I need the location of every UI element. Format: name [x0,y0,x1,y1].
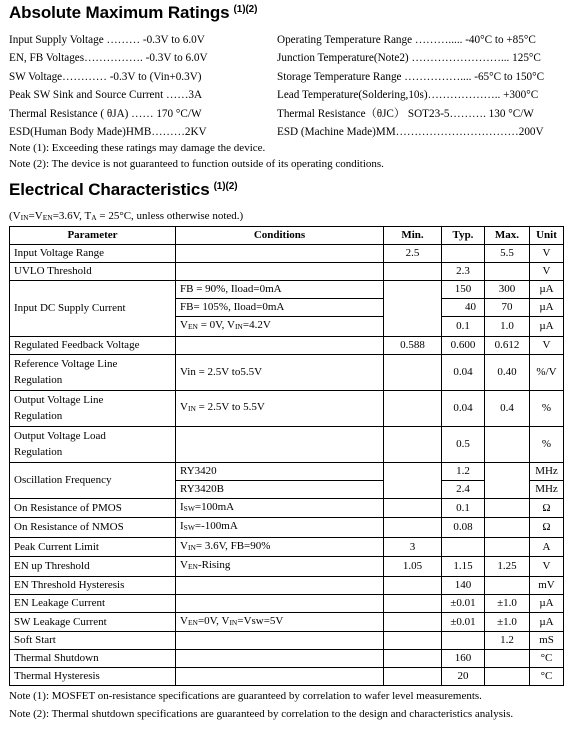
max [485,576,530,594]
param [10,390,176,426]
max [485,426,530,462]
table-row [10,263,564,281]
typ: 140 [442,576,485,594]
typ: 0.04 [442,354,485,390]
cond-v: V [180,400,188,413]
table-row [10,426,564,462]
param: Peak Current Limit [10,537,176,557]
min: 0.588 [384,336,442,354]
typ: 2.3 [442,263,485,281]
unit: MHz [530,480,564,498]
cond-rest: =100mA [194,500,235,513]
param: Input Voltage Range [10,245,176,263]
cond-end: =4.2V [242,319,271,331]
param: EN up Threshold [10,557,176,577]
amr-row [9,49,565,67]
min [384,668,442,686]
typ [442,245,485,263]
typ [442,537,485,557]
param: EN Threshold Hysteresis [10,576,176,594]
header-unit: Unit [530,227,564,245]
unit: mS [530,632,564,650]
amr-note-2: Note (2): The device is not guaranteed to function outside of its operating conditions. [9,158,384,170]
amr-row [9,123,565,141]
table-row [10,668,564,686]
amr-left: Thermal Resistance ( θJA) …… 170 °C/W [9,107,202,120]
cond-sub: SW [183,503,195,513]
amr-row [9,68,565,86]
param-line: Output Voltage Load [14,429,106,442]
cond [176,650,384,668]
amr-right: Storage Temperature Range …………….... -65°C to 150°C [277,70,545,83]
table-row [10,390,564,426]
header-typ: Typ. [442,227,485,245]
cond [176,426,384,462]
min: 3 [384,537,442,557]
max [485,498,530,518]
param: Thermal Hysteresis [10,668,176,686]
cond [176,263,384,281]
typ: 0.08 [442,518,485,538]
cond-prefix: (V [9,210,21,222]
ec-conditions [9,210,243,222]
table-row [10,245,564,263]
typ: 0.1 [442,317,485,337]
max: 300 [485,281,530,299]
cond-mid: =3.6V, T [52,210,92,222]
min [384,263,442,281]
unit: MHz [530,462,564,480]
cond-en: EN [42,213,53,222]
min [384,632,442,650]
cond-eq: =V [28,210,43,222]
cond-mid: =0V, V [197,614,230,627]
max: 0.4 [485,390,530,426]
cond [176,557,384,577]
cond [176,498,384,518]
cond-a: A [91,213,97,222]
cond-rest: = 2.5V to 5.5V [195,400,265,413]
ec-title-sup: (1)(2) [213,181,238,192]
table-row [10,354,564,390]
max: ±1.0 [485,612,530,632]
min [384,612,442,632]
cond [176,612,384,632]
table-row [10,576,564,594]
unit: µA [530,281,564,299]
cond-sub: IN [234,322,243,331]
unit: Ω [530,518,564,538]
param: UVLO Threshold [10,263,176,281]
table-row [10,537,564,557]
max: 5.5 [485,245,530,263]
min [384,650,442,668]
unit: µA [530,299,564,317]
unit: A [530,537,564,557]
typ: ±0.01 [442,612,485,632]
unit: Ω [530,498,564,518]
cond [176,537,384,557]
unit: V [530,263,564,281]
amr-right: Operating Temperature Range ………..... -40°C to +85°C [277,34,536,46]
param [10,426,176,462]
max [485,518,530,538]
cond-sub: EN [187,562,198,571]
min [384,462,442,498]
table-row [10,462,564,480]
min [384,498,442,518]
unit: °C [530,668,564,686]
unit: °C [530,650,564,668]
typ: 40 [442,299,485,317]
amr-right: Junction Temperature(Note2) ……………………... 125°C [277,52,541,65]
cond-sub: EN [187,322,198,331]
min [384,576,442,594]
cond-sub: IN [229,617,238,627]
max: 70 [485,299,530,317]
max: 1.2 [485,632,530,650]
cond [176,668,384,686]
unit: V [530,245,564,263]
cond [176,336,384,354]
cond-rest: =Vsw=5V [237,614,284,627]
unit: V [530,336,564,354]
table-header [10,227,564,245]
typ: 2.4 [442,480,485,498]
table-row [10,498,564,518]
cond-rest: = 25°C, unless otherwise noted.) [96,210,244,222]
amr-list [9,31,565,141]
min [384,281,442,337]
cond-rest: =-100mA [194,520,238,532]
amr-left: Peak SW Sink and Source Current ……3A [9,89,203,102]
cond: FB = 90%, Iload=0mA [176,281,384,299]
amr-title-sup: (1)(2) [233,4,258,15]
unit: µA [530,594,564,612]
min [384,594,442,612]
amr-left: ESD(Human Body Made)HMB………2KV [9,125,207,138]
unit: mV [530,576,564,594]
ec-note-1: Note (1): MOSFET on-resistance specifications are guaranteed by correlation to wafer level measurements. [9,690,482,702]
amr-row [9,31,565,49]
cond-sub: EN [187,617,198,627]
cond [176,594,384,612]
max [485,537,530,557]
table-row [10,336,564,354]
table-row [10,518,564,538]
param: Regulated Feedback Voltage [10,336,176,354]
max: 1.0 [485,317,530,337]
param: Soft Start [10,632,176,650]
cond-i: I [180,520,184,532]
max [485,650,530,668]
max: 1.25 [485,557,530,577]
amr-right: Lead Temperature(Soldering,10s)……………….. +300°C [277,89,539,102]
table-row [10,650,564,668]
max [485,263,530,281]
unit: V [530,557,564,577]
unit: %/V [530,354,564,390]
ec-note-2: Note (2): Thermal shutdown specifications are guaranteed by correlation to the design and characteristics analysis. [9,708,514,720]
amr-left: EN, FB Voltages……………. -0.3V to 6.0V [9,52,208,65]
table-row [10,632,564,650]
typ: 1.2 [442,462,485,480]
unit: µA [530,317,564,337]
param: EN Leakage Current [10,594,176,612]
param-line: Reference Voltage Line [14,357,118,370]
param: Input DC Supply Current [10,281,176,337]
cond: FB= 105%, Iload=0mA [176,299,384,317]
max: 0.40 [485,354,530,390]
cond-i: I [180,500,184,513]
param-line: Output Voltage Line [14,393,104,406]
cond: RY3420 [176,462,384,480]
min [384,390,442,426]
typ: 150 [442,281,485,299]
typ: 20 [442,668,485,686]
cond-v: V [180,319,188,331]
typ: 160 [442,650,485,668]
min [384,518,442,538]
param: SW Leakage Current [10,612,176,632]
ec-title [9,180,237,200]
param-line: Regulation [14,410,63,422]
min: 1.05 [384,557,442,577]
min [384,354,442,390]
typ: 0.5 [442,426,485,462]
cond-sub: IN [187,403,196,413]
param [10,354,176,390]
cond-in: IN [20,213,29,222]
ec-title-text: Electrical Characteristics [9,180,210,199]
max [485,462,530,498]
max: 0.612 [485,336,530,354]
amr-right: Thermal Resistance（θJC） SOT23-5………. 130 °C/W [277,107,534,120]
param: On Resistance of NMOS [10,518,176,538]
typ: 0.1 [442,498,485,518]
amr-left: Input Supply Voltage ……… -0.3V to 6.0V [9,34,205,46]
typ: 1.15 [442,557,485,577]
amr-row [9,105,565,123]
param: Oscillation Frequency [10,462,176,498]
typ: 0.600 [442,336,485,354]
amr-title [9,3,257,23]
cond-v: V [180,559,188,571]
param-line: Regulation [14,374,63,386]
header-max: Max. [485,227,530,245]
table-row [10,612,564,632]
cond: Vin = 2.5V to5.5V [176,354,384,390]
param-line: Regulation [14,446,63,458]
param: Thermal Shutdown [10,650,176,668]
cond [176,632,384,650]
min: 2.5 [384,245,442,263]
cond-rest: = 3.6V, FB=90% [195,539,271,552]
cond-rest: -Rising [197,559,231,571]
header-parameter: Parameter [10,227,176,245]
cond [176,245,384,263]
amr-left: SW Voltage………… -0.3V to (Vin+0.3V) [9,70,202,83]
ec-table [9,226,564,686]
param: On Resistance of PMOS [10,498,176,518]
amr-note-1: Note (1): Exceeding these ratings may damage the device. [9,142,266,154]
table-row [10,281,564,299]
cond: RY3420B [176,480,384,498]
cond [176,518,384,538]
unit: % [530,390,564,426]
amr-right: ESD (Machine Made)MM……………………………200V [277,125,544,138]
cond [176,390,384,426]
typ: 0.04 [442,390,485,426]
cond [176,317,384,337]
cond [176,576,384,594]
table-row [10,594,564,612]
typ [442,632,485,650]
cond-sub: SW [183,523,195,532]
unit: µA [530,612,564,632]
table-row [10,557,564,577]
unit: % [530,426,564,462]
cond-sub: IN [187,542,196,552]
cond-v: V [180,614,188,627]
typ: ±0.01 [442,594,485,612]
cond-v: V [180,539,188,552]
header-conditions: Conditions [176,227,384,245]
header-min: Min. [384,227,442,245]
amr-title-text: Absolute Maximum Ratings [9,3,230,22]
cond-mid: = 0V, V [197,319,235,331]
amr-row [9,86,565,104]
min [384,426,442,462]
max: ±1.0 [485,594,530,612]
max [485,668,530,686]
